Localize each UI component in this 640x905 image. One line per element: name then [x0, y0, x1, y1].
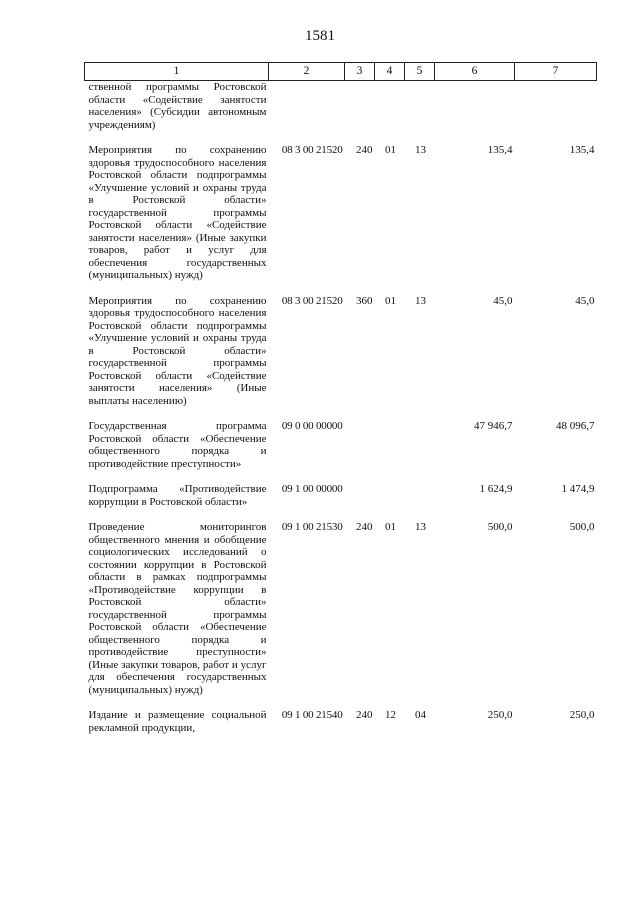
row-target-code: 09 1 00 21530	[281, 521, 343, 533]
table-row	[85, 483, 597, 521]
row-target-code: 08 3 00 21520	[281, 294, 343, 307]
row-amount-col6: 45,0	[493, 294, 513, 307]
row-amount-col7: 250,0	[569, 709, 595, 721]
row-target-code: 09 1 00 00000	[281, 483, 343, 495]
row-subsection: 13	[415, 294, 426, 307]
row-amount-col6: 250,0	[487, 709, 513, 721]
header-col-3: 3	[345, 63, 375, 81]
row-amount-col7: 48 096,7	[556, 420, 595, 432]
row-expense-type: 240	[356, 709, 373, 721]
row-description: Мероприятия по сохранению здоровья трудоспособного населения Ростовской области подпрограммы «Улучшение условий и охраны труда в Ростовской области» государственной программы Ростовской области «Содействие занятости населения» (Иные выплаты населению)	[88, 294, 267, 407]
row-expense-type: 360	[356, 294, 373, 307]
row-amount-col6: 135,4	[487, 144, 513, 156]
row-subsection	[405, 483, 435, 521]
row-target-code	[269, 81, 345, 145]
row-amount-col7	[515, 81, 597, 145]
row-amount-col6	[435, 81, 515, 145]
row-section	[375, 420, 405, 483]
row-section: 12	[385, 709, 396, 721]
table-row	[85, 420, 597, 483]
row-amount-col7: 500,0	[569, 521, 595, 533]
row-description: Проведение мониторингов общественного мнения и обобщение социологических исследований о состоянии коррупции в Ростовской области в рамках подпрограммы «Противодействие коррупции в Ростовской области» государственной программы Ростовской области «Обеспечение общественного порядка и противодействие преступности» (Иные закупки товаров, работ и услуг для обеспечения государственных (муниципальных) нужд)	[88, 521, 267, 696]
row-description: Издание и размещение социальной рекламной продукции,	[88, 709, 267, 734]
table-row	[85, 709, 597, 747]
row-section	[375, 483, 405, 521]
row-description: ственной программы Ростовской области «Содействие занятости населения» (Субсидии автономным учреждениям)	[88, 81, 267, 131]
page-number: 1581	[305, 28, 335, 44]
row-section: 01	[385, 521, 396, 533]
row-description: Мероприятия по сохранению здоровья трудоспособного населения Ростовской области подпрограммы «Улучшение условий и охраны труда в Ростовской области» государственной программы Ростовской области «Содействие занятости населения» (Иные закупки товаров, работ и услуг для обеспечения государственных (муниципальных) нужд)	[88, 144, 267, 281]
table-body	[85, 81, 597, 748]
row-amount-col6: 47 946,7	[474, 420, 513, 432]
row-amount-col6: 1 624,9	[479, 483, 513, 495]
table-row	[85, 295, 597, 421]
row-target-code: 09 0 00 00000	[281, 420, 343, 432]
row-subsection: 13	[415, 521, 426, 533]
table-row	[85, 81, 597, 145]
row-expense-type: 240	[356, 521, 373, 533]
row-expense-type	[345, 420, 375, 483]
row-expense-type: 240	[356, 144, 373, 156]
header-row	[85, 63, 597, 81]
row-target-code: 08 3 00 21520	[281, 144, 343, 156]
table-row	[85, 521, 597, 709]
header-col-5: 5	[405, 63, 435, 81]
row-amount-col7: 45,0	[575, 294, 595, 307]
row-subsection: 04	[415, 709, 426, 721]
header-col-6: 6	[435, 63, 515, 81]
row-subsection	[405, 420, 435, 483]
row-section	[375, 81, 405, 145]
row-description: Государственная программа Ростовской области «Обеспечение общественного порядка и противодействие преступности»	[88, 420, 267, 470]
row-amount-col6: 500,0	[487, 521, 513, 533]
budget-table	[84, 62, 597, 747]
header-col-4: 4	[375, 63, 405, 81]
row-subsection	[405, 81, 435, 145]
row-expense-type	[345, 483, 375, 521]
row-amount-col7: 1 474,9	[561, 483, 595, 495]
row-expense-type	[345, 81, 375, 145]
row-section: 01	[385, 144, 396, 156]
table-header	[85, 63, 597, 81]
header-col-1: 1	[85, 63, 269, 81]
header-col-7: 7	[515, 63, 597, 81]
row-description: Подпрограмма «Противодействие коррупции в Ростовской области»	[88, 483, 267, 508]
table-row	[85, 144, 597, 295]
row-target-code: 09 1 00 21540	[281, 709, 343, 721]
header-col-2: 2	[269, 63, 345, 81]
row-section: 01	[385, 294, 396, 307]
row-subsection: 13	[415, 144, 426, 156]
row-amount-col7: 135,4	[569, 144, 595, 156]
